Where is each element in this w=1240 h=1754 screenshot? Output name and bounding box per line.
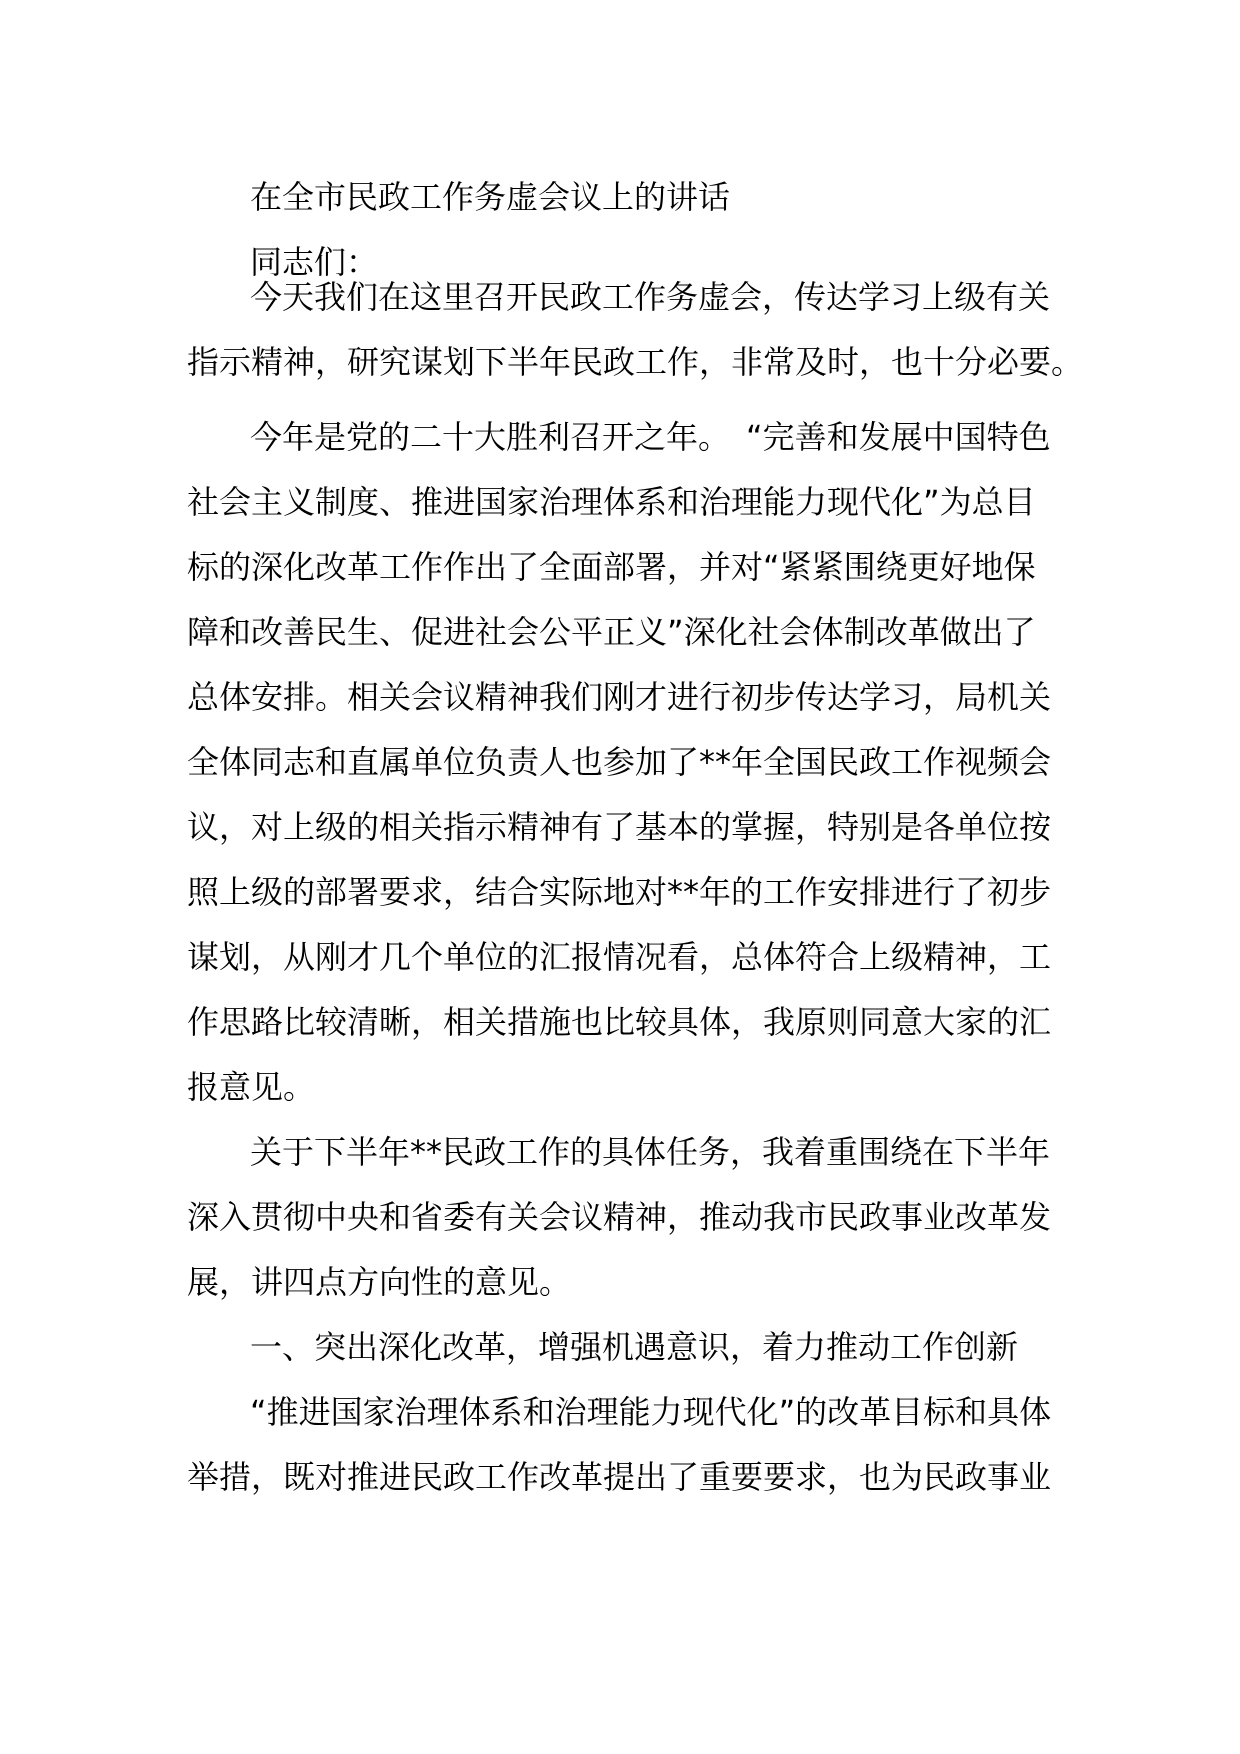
paragraph-line: 展，讲四点方向性的意见。	[187, 1263, 572, 1301]
paragraph-line: “推进国家治理体系和治理能力现代化”的改革目标和具体	[250, 1393, 1052, 1431]
paragraph-line: 障和改善民生、促进社会公平正义”深化社会体制改革做出了	[187, 613, 1036, 651]
paragraph-2	[187, 405, 1067, 1120]
paragraph-line: 举措，既对推进民政工作改革提出了重要要求，也为民政事业	[187, 1458, 1052, 1496]
paragraph-line: 今年是党的二十大胜利召开之年。 “完善和发展中国特色	[250, 418, 1051, 456]
paragraph-line: 议，对上级的相关指示精神有了基本的掌握，特别是各单位按	[187, 808, 1052, 846]
paragraph-3	[187, 1120, 1067, 1315]
paragraph-line: 总体安排。相关会议精神我们刚才进行初步传达学习，局机关	[187, 678, 1052, 716]
section-heading: 一、突出深化改革，增强机遇意识，着力推动工作创新	[250, 1328, 1019, 1366]
paragraph-line: 社会主义制度、推进国家治理体系和治理能力现代化”为总目	[187, 483, 1036, 521]
paragraph-line: 深入贯彻中央和省委有关会议精神，推动我市民政事业改革发	[187, 1198, 1052, 1236]
paragraph-1	[187, 265, 1084, 395]
paragraph-line: 照上级的部署要求，结合实际地对**年的工作安排进行了初步	[187, 873, 1052, 911]
salutation: 同志们：	[250, 243, 379, 281]
paragraph-line: 谋划，从刚才几个单位的汇报情况看，总体符合上级精神，工	[187, 938, 1052, 976]
paragraph-line: 作思路比较清晰，相关措施也比较具体，我原则同意大家的汇	[187, 1003, 1052, 1041]
paragraph-line: 今天我们在这里召开民政工作务虚会，传达学习上级有关	[250, 278, 1051, 316]
document-title: 在全市民政工作务虚会议上的讲话	[250, 178, 731, 216]
paragraph-line: 指示精神，研究谋划下半年民政工作，非常及时，也十分必要。	[187, 343, 1084, 381]
paragraph-line: 关于下半年**民政工作的具体任务，我着重围绕在下半年	[250, 1133, 1051, 1171]
paragraph-line: 报意见。	[187, 1068, 316, 1106]
paragraph-line: 标的深化改革工作作出了全面部署，并对“紧紧围绕更好地保	[187, 548, 1036, 586]
paragraph-line: 全体同志和直属单位负责人也参加了**年全国民政工作视频会	[187, 743, 1052, 781]
paragraph-4	[187, 1380, 1067, 1510]
